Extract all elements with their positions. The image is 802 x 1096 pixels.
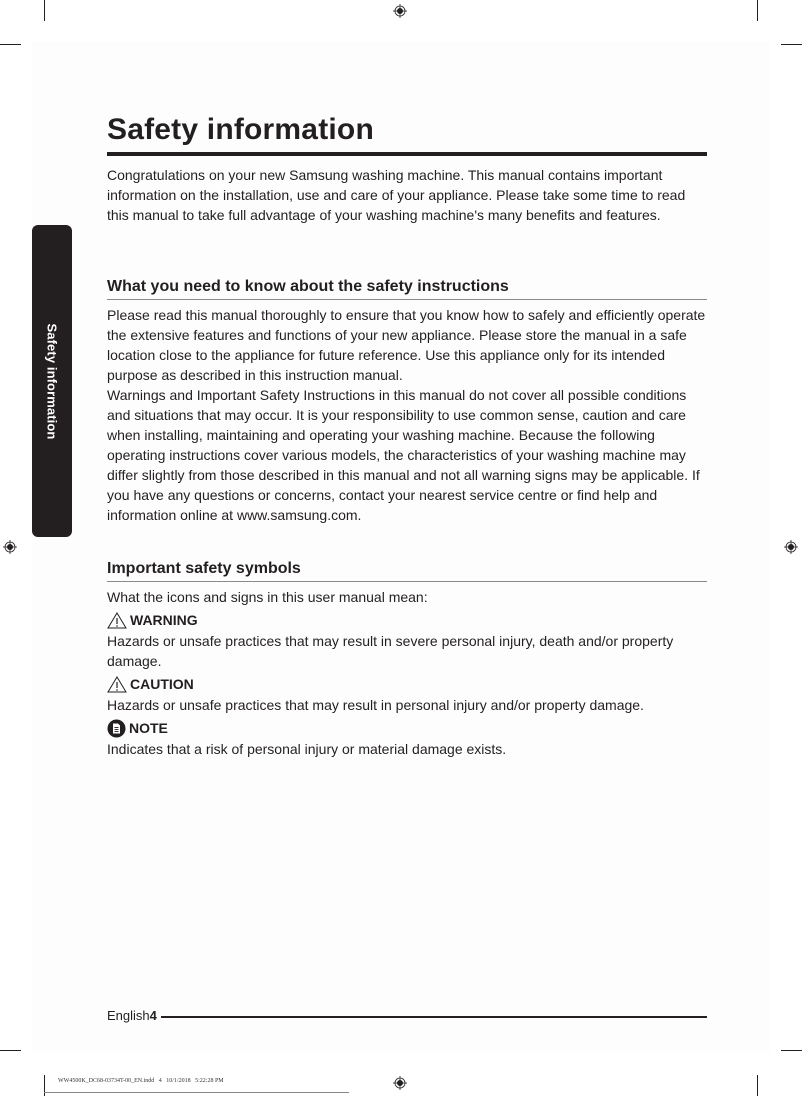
- page-header: [107, 108, 707, 225]
- symbol-caution: [107, 673, 707, 695]
- note-icon: [107, 719, 126, 738]
- symbol-label: WARNING: [130, 612, 198, 628]
- page-title: Safety information: [107, 113, 374, 146]
- paragraph: Warnings and Important Safety Instructions in this manual do not cover all possible conditions and situations that may occur. It is your responsibility to use common sense, caution and care when installing, maintaining and operating your washing machine. Because the following operating instructions cover various models, the characteristics of your washing machine may differ slightly from those described in this manual and not all warning signs may be applicable. If you have any questions or concerns, contact your nearest service centre or find help and information online at www.samsung.com.: [107, 387, 700, 523]
- crop-mark-bottom-left-horizontal: [0, 1050, 21, 1051]
- section-safety-instructions: [107, 276, 707, 525]
- crop-mark-top-left-vertical: [44, 0, 45, 21]
- registration-mark-icon: [784, 540, 798, 554]
- registration-mark-icon: [393, 4, 407, 18]
- symbols-lead: What the icons and signs in this user manual mean:: [107, 589, 428, 605]
- slug-rule: [44, 1092, 349, 1093]
- section-heading: What you need to know about the safety instructions: [107, 278, 509, 295]
- crop-mark-bottom-right-horizontal: [781, 1050, 802, 1051]
- symbol-description: Indicates that a risk of personal injury or material damage exists.: [107, 741, 507, 757]
- print-slug: WW4500K_DC68-03734T-00_EN.indd 4 10/1/2018 5:22:28 PM: [58, 1078, 224, 1084]
- registration-mark-icon: [393, 1076, 407, 1090]
- section-heading: Important safety symbols: [107, 560, 301, 577]
- paragraph: Please read this manual thoroughly to ensure that you know how to safely and efficiently operate the extensive features and functions of your new appliance. Please store the manual in a safe location close to the appliance for future reference. Use this appliance only for its intended purpose as described in this instruction manual.: [107, 307, 706, 383]
- caution-triangle-icon: [107, 676, 127, 693]
- side-chapter-tab: [32, 225, 72, 537]
- footer-rule: [161, 1016, 707, 1018]
- symbol-description: Hazards or unsafe practices that may result in personal injury and/or property damage.: [107, 697, 644, 713]
- crop-mark-top-left-horizontal: [0, 44, 21, 45]
- page-footer: [107, 1008, 707, 1023]
- section-safety-symbols: [107, 558, 707, 759]
- symbol-description: Hazards or unsafe practices that may result in severe personal injury, death and/or property damage.: [107, 633, 674, 669]
- symbol-warning: [107, 609, 707, 631]
- section-rule: [107, 581, 707, 582]
- section-rule: [107, 299, 707, 300]
- symbol-label: CAUTION: [130, 676, 194, 692]
- registration-mark-icon: [3, 540, 17, 554]
- side-tab-label: Safety information: [44, 323, 60, 439]
- symbol-label: NOTE: [129, 720, 168, 736]
- crop-mark-top-right-vertical: [757, 0, 758, 21]
- footer-language: English: [107, 1008, 150, 1023]
- symbol-note: [107, 717, 707, 739]
- warning-triangle-icon: [107, 612, 127, 629]
- crop-mark-bottom-right-vertical: [757, 1075, 758, 1096]
- crop-mark-top-right-horizontal: [781, 44, 802, 45]
- page-number: 4: [149, 1008, 157, 1023]
- intro-paragraph: Congratulations on your new Samsung washing machine. This manual contains important information on the installation, use and care of your appliance. Please take some time to read this manual to take full advantage of your washing machine's many benefits and features.: [107, 167, 686, 223]
- title-rule: [107, 152, 707, 156]
